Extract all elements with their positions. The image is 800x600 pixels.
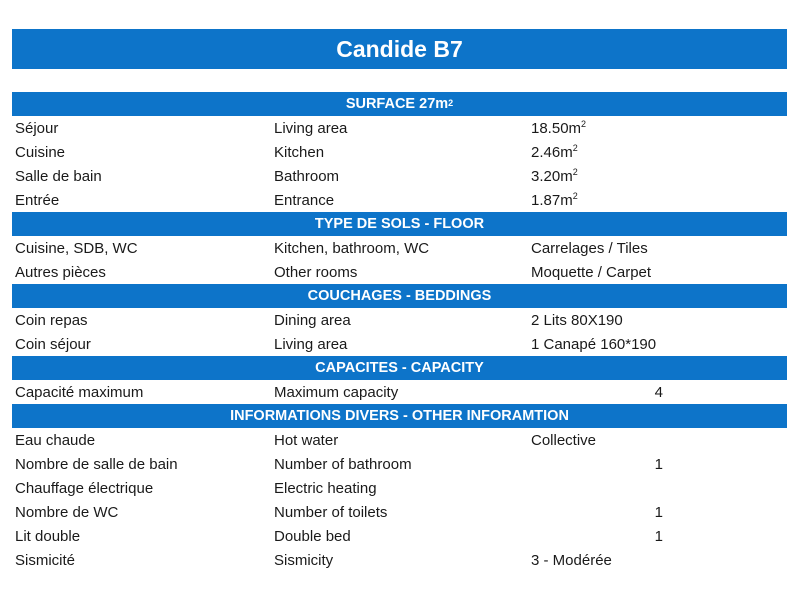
- section-header-surface: SURFACE 27m $^2$: [12, 92, 787, 116]
- cell-value: [528, 120, 663, 137]
- value-sup: 2: [572, 190, 578, 201]
- cell-fr: Autres pièces: [15, 263, 106, 281]
- spec-table: [12, 92, 787, 572]
- cell-fr: Chauffage électrique: [15, 479, 154, 497]
- table-row: [12, 500, 787, 524]
- cell-value: 3 - Modérée: [531, 551, 612, 569]
- cell-fr: Nombre de WC: [15, 503, 119, 521]
- cell-fr: Cuisine: [15, 143, 66, 161]
- cell-value: 1: [654, 503, 663, 521]
- value-text: 3.20m: [531, 167, 573, 185]
- cell-value: [528, 168, 663, 185]
- cell-en: Living area: [274, 335, 348, 353]
- value-sup: 2: [572, 166, 578, 177]
- cell-value: Moquette / Carpet: [531, 263, 652, 281]
- table-row: [12, 380, 787, 404]
- page-title: Candide B7: [12, 29, 787, 69]
- table-row: [12, 308, 787, 332]
- table-row: [12, 476, 787, 500]
- section-header-capacity: [12, 356, 787, 380]
- table-row: [12, 260, 787, 284]
- section-header-floor: [12, 212, 787, 236]
- cell-value: Carrelages / Tiles: [531, 239, 648, 257]
- table-row: [12, 452, 787, 476]
- table-row: [12, 116, 787, 140]
- table-row: [12, 548, 787, 572]
- section-header-label: TYPE DE SOLS - FLOOR: [314, 216, 485, 232]
- table-row: [12, 332, 787, 356]
- section-header-label: INFORMATIONS DIVERS - OTHER INFORAMTION: [230, 408, 569, 424]
- cell-en: Sismicity: [274, 551, 334, 569]
- value-text: 2.46m: [531, 143, 573, 161]
- cell-value: 1: [654, 527, 663, 545]
- value-sup: 2: [572, 142, 578, 153]
- table-row: [12, 428, 787, 452]
- cell-en: Bathroom: [274, 167, 340, 185]
- table-row: [12, 140, 787, 164]
- cell-value: 1 Canapé 160*190: [531, 335, 657, 353]
- cell-en: Other rooms: [274, 263, 358, 281]
- cell-fr: Capacité maximum: [15, 383, 144, 401]
- section-header-beddings: [12, 284, 787, 308]
- cell-en: Number of bathroom: [274, 455, 412, 473]
- cell-en: Hot water: [274, 431, 339, 449]
- cell-fr: Cuisine, SDB, WC: [15, 239, 138, 257]
- table-row: [12, 188, 787, 212]
- cell-fr: Coin séjour: [15, 335, 91, 353]
- table-row: [12, 524, 787, 548]
- cell-en: Number of toilets: [274, 503, 388, 521]
- table-row: [12, 164, 787, 188]
- cell-fr: Nombre de salle de bain: [15, 455, 178, 473]
- section-header-label: COUCHAGES - BEDDINGS: [307, 288, 492, 304]
- cell-value: 2 Lits 80X190: [531, 311, 623, 329]
- cell-fr: Eau chaude: [15, 431, 96, 449]
- section-header-other-information: [12, 404, 787, 428]
- cell-en: Maximum capacity: [274, 383, 399, 401]
- value-text: 18.50m: [531, 119, 582, 137]
- cell-fr: Lit double: [15, 527, 81, 545]
- cell-value: Collective: [531, 431, 597, 449]
- cell-en: Entrance: [274, 191, 335, 209]
- cell-en: Double bed: [274, 527, 351, 545]
- cell-fr: Coin repas: [15, 311, 88, 329]
- cell-en: Living area: [274, 119, 348, 137]
- section-header-label: CAPACITES - CAPACITY: [315, 360, 484, 376]
- cell-fr: Sismicité: [15, 551, 76, 569]
- value-text: 1.87m: [531, 191, 573, 209]
- table-row: [12, 236, 787, 260]
- cell-fr: Entrée: [15, 191, 60, 209]
- cell-fr: Salle de bain: [15, 167, 102, 185]
- cell-value: 4: [654, 383, 663, 401]
- cell-value: 1: [654, 455, 663, 473]
- cell-en: Electric heating: [274, 479, 377, 497]
- cell-value: [528, 144, 663, 161]
- cell-en: Kitchen: [274, 143, 325, 161]
- section-header-label: SURFACE 27m: [345, 96, 449, 112]
- cell-fr: Séjour: [15, 119, 59, 137]
- value-sup: 2: [581, 118, 587, 129]
- cell-value: [528, 192, 663, 209]
- cell-en: Dining area: [274, 311, 351, 329]
- cell-en: Kitchen, bathroom, WC: [274, 239, 430, 257]
